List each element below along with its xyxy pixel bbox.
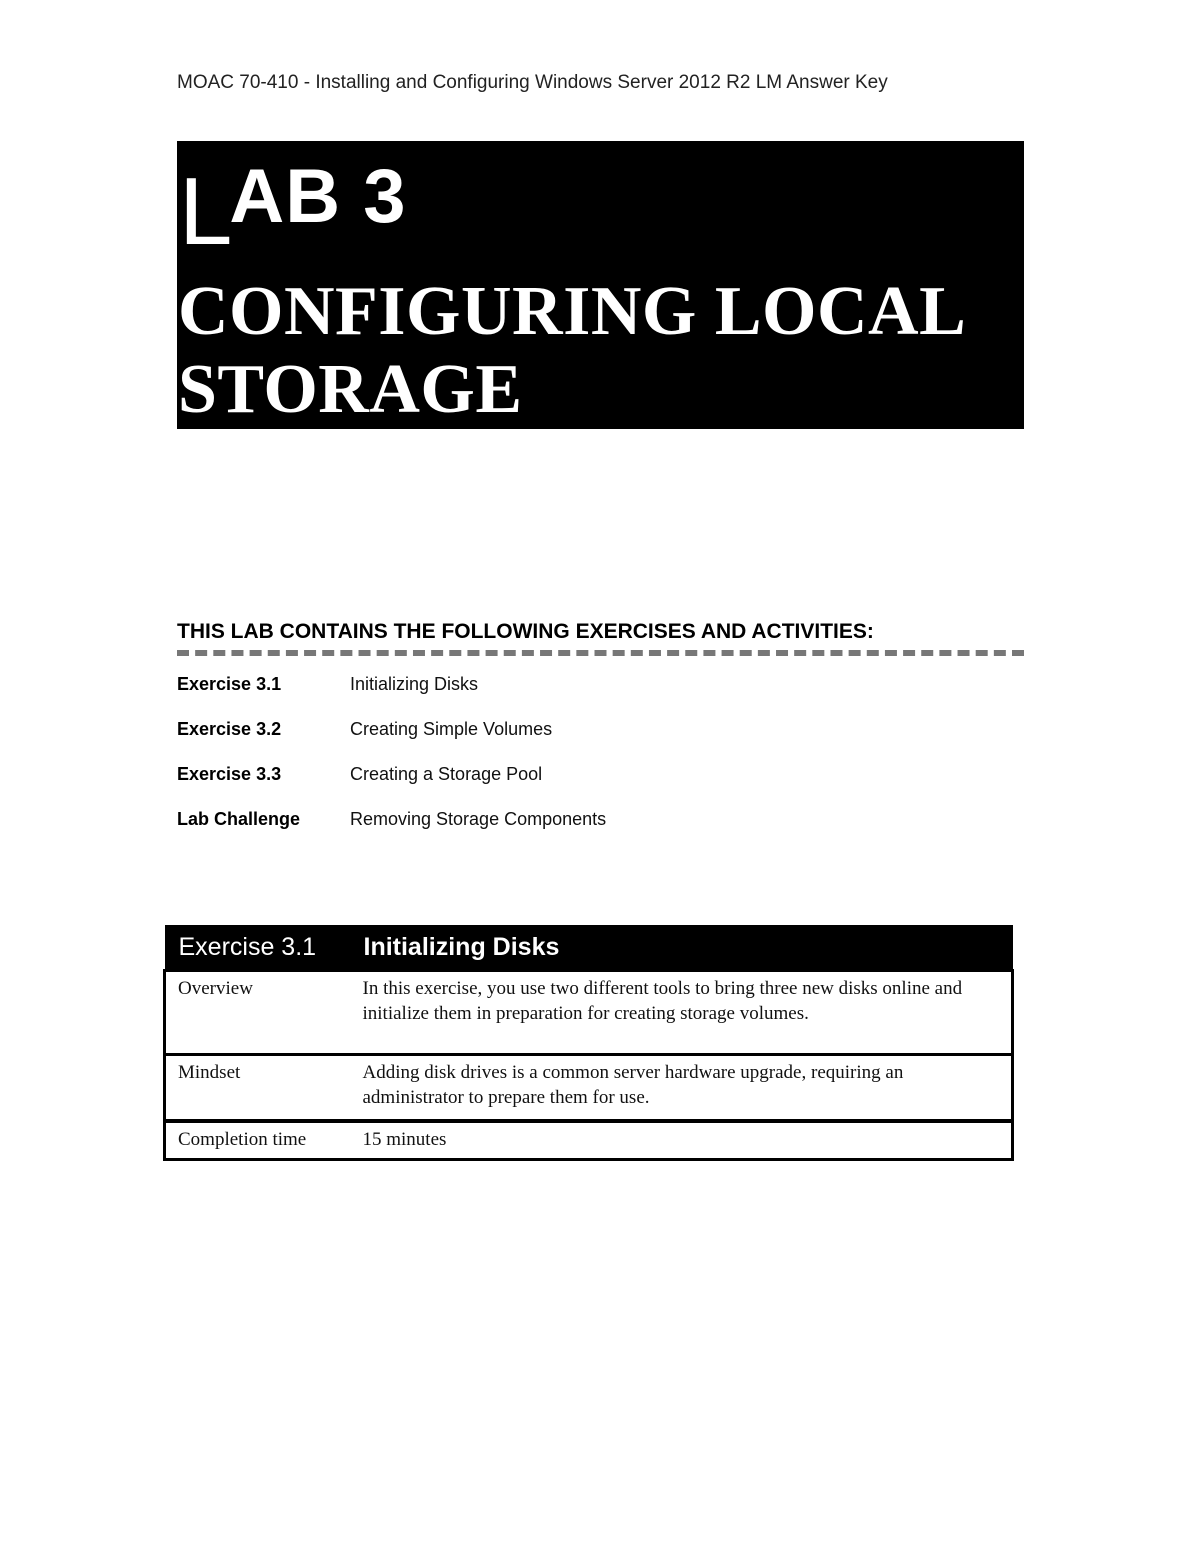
exercise-title: Initializing Disks bbox=[350, 925, 1013, 971]
row-value: 15 minutes bbox=[350, 1121, 1013, 1160]
lab-title-block bbox=[177, 141, 1024, 429]
contents-item-label: Lab Challenge bbox=[177, 809, 301, 829]
table-row bbox=[165, 1121, 1013, 1160]
contents-item-desc: Creating a Storage Pool bbox=[350, 764, 543, 784]
contents-item-desc: Creating Simple Volumes bbox=[350, 719, 553, 739]
contents-heading: THIS LAB CONTAINS THE FOLLOWING EXERCISES AND ACTIVITIES: bbox=[177, 620, 1024, 656]
exercise-number: Exercise 3.1 bbox=[165, 925, 350, 971]
running-header: MOAC 70-410 - Installing and Configuring Windows Server 2012 R2 LM Answer Key bbox=[177, 72, 888, 93]
contents-item-label: Exercise 3.3 bbox=[177, 764, 282, 784]
lab-title-line-1: CONFIGURING LOCAL bbox=[178, 273, 967, 350]
table-row bbox=[165, 1055, 1013, 1121]
row-value: Adding disk drives is a common server hardware upgrade, requiring an administrator to prepare them for use. bbox=[350, 1055, 1013, 1121]
row-label: Completion time bbox=[165, 1121, 350, 1160]
row-label: Mindset bbox=[165, 1055, 350, 1121]
row-value: In this exercise, you use two different tools to bring three new disks online and initialize them in preparation for creating storage volumes. bbox=[350, 971, 1013, 1055]
contents-item-label: Exercise 3.2 bbox=[177, 719, 282, 739]
lab-drop-letter: L bbox=[179, 158, 234, 265]
contents-item-desc: Initializing Disks bbox=[350, 674, 479, 694]
exercise-table bbox=[163, 925, 1014, 1161]
contents-item-label: Exercise 3.1 bbox=[177, 674, 282, 694]
contents-item-desc: Removing Storage Components bbox=[350, 809, 607, 829]
table-row bbox=[165, 971, 1013, 1055]
lab-number-rest: AB 3 bbox=[229, 154, 407, 239]
row-label: Overview bbox=[165, 971, 350, 1055]
lab-title bbox=[178, 273, 1018, 429]
lab-number bbox=[179, 154, 407, 265]
exercise-table-header bbox=[165, 925, 1013, 971]
lab-title-line-2: STORAGE bbox=[178, 351, 523, 428]
